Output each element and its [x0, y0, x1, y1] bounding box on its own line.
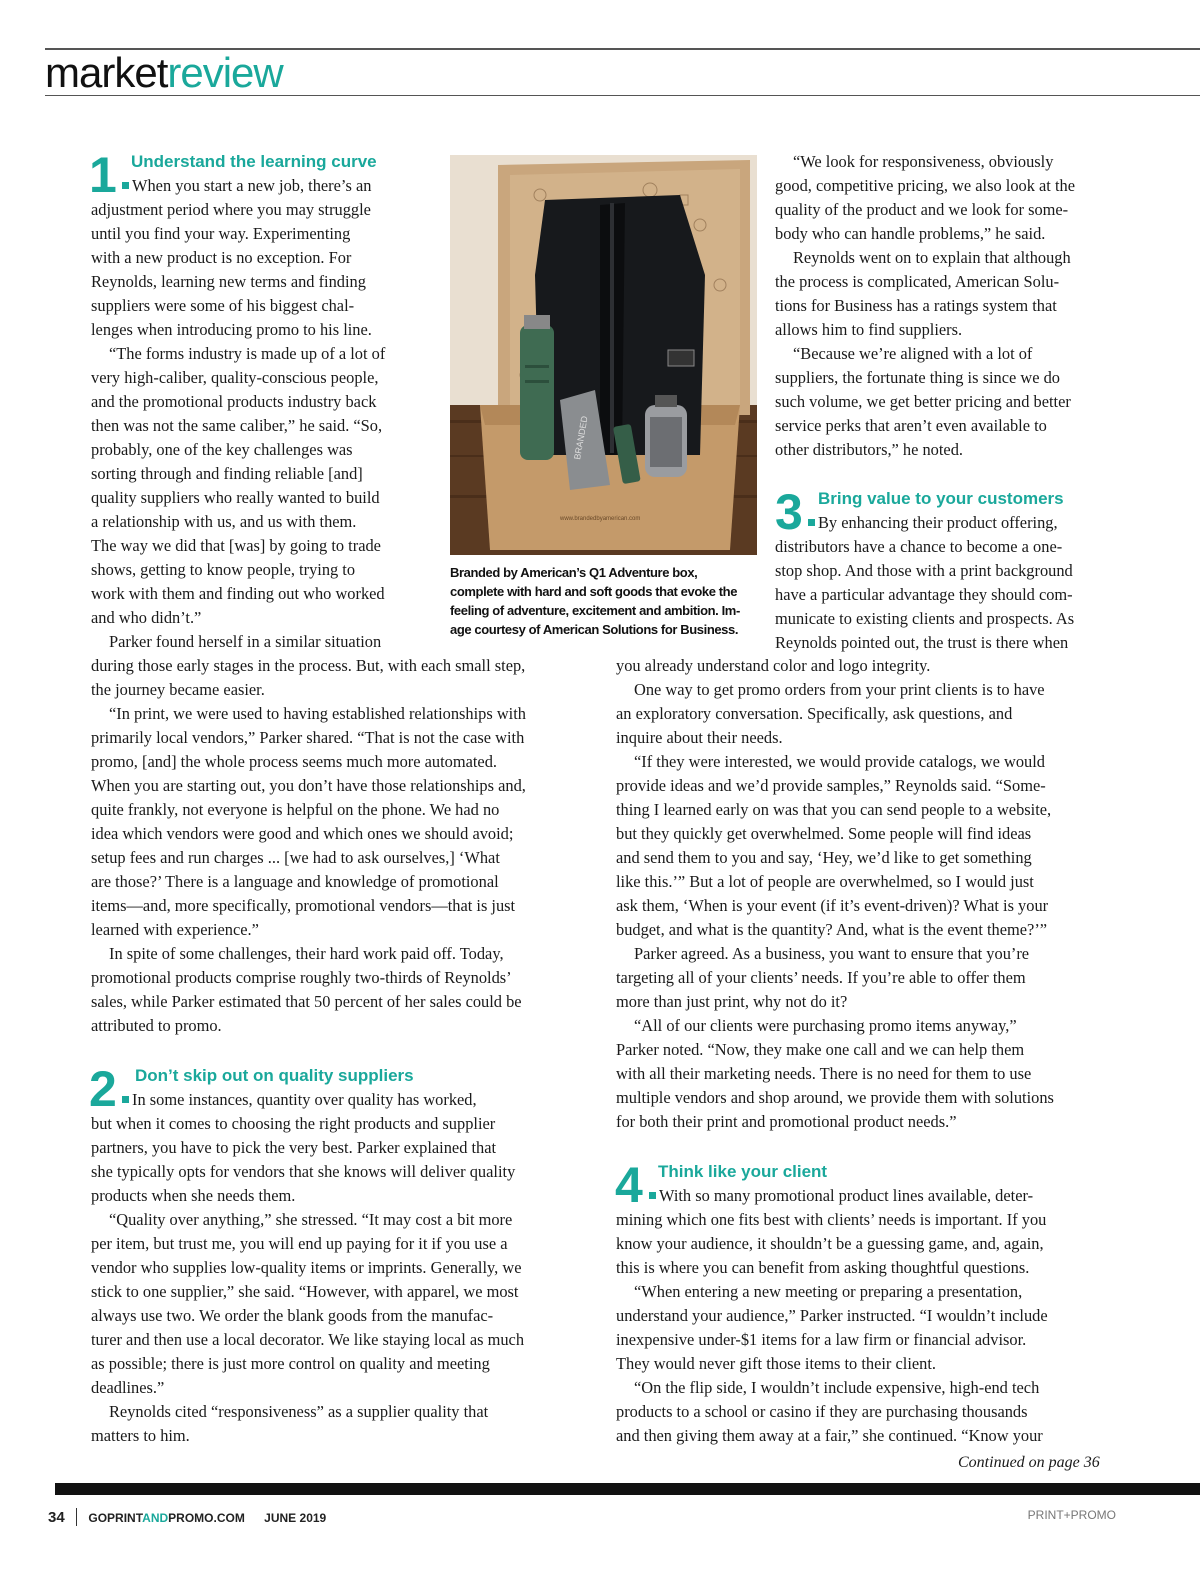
- text-line: In spite of some challenges, their hard work paid off. Today,: [109, 944, 504, 963]
- text-line: Parker agreed. As a business, you want to ensure that you’re: [634, 944, 1030, 963]
- text-line: ask them, ‘When is your event (if it’s event-driven)? What is your: [616, 896, 1049, 915]
- column-right-section-4: [616, 1184, 1126, 1448]
- text-line: as possible; there is just more control on quality and meeting: [91, 1354, 490, 1373]
- text-line: quality suppliers who really wanted to build: [91, 488, 380, 507]
- text-line: “We look for responsiveness, obviously: [793, 152, 1054, 171]
- text-line: stop shop. And those with a print background: [775, 561, 1073, 580]
- text-line: and who didn’t.”: [91, 608, 202, 627]
- text-line: always use two. We order the blank goods from the manufac-: [91, 1306, 494, 1325]
- text-line: lenges when introducing promo to his line.: [91, 320, 372, 339]
- text-line: a relationship with us, and us with them.: [91, 512, 357, 531]
- text-line: but when it comes to choosing the right products and supplier: [91, 1114, 496, 1133]
- section-4-dot: [649, 1192, 656, 1199]
- text-line: know your audience, it shouldn’t be a guessing game, and, again,: [616, 1234, 1044, 1253]
- text-line: with a new product is no exception. For: [91, 248, 352, 267]
- masthead-rule: [45, 95, 1200, 96]
- text-line: The way we did that [was] by going to trade: [91, 536, 381, 555]
- caption-line: complete with hard and soft goods that evoke the: [450, 584, 738, 599]
- site-part-accent: AND: [142, 1511, 169, 1525]
- section-1-title: Understand the learning curve: [131, 152, 377, 171]
- caption-line: age courtesy of American Solutions for Business.: [450, 622, 739, 637]
- text-line: inexpensive under-$1 items for a law firm or financial advisor.: [616, 1330, 1027, 1349]
- text-line: “The forms industry is made up of a lot of: [109, 344, 386, 363]
- text-line: “All of our clients were purchasing promo items anyway,”: [634, 1016, 1017, 1035]
- footer-site: [88, 1511, 244, 1525]
- text-line: and send them to you and say, ‘Hey, we’d like to get something: [616, 848, 1032, 867]
- text-line: They would never gift those items to their client.: [616, 1354, 936, 1373]
- text-line: you already understand color and logo integrity.: [616, 656, 931, 675]
- text-line: Reynolds cited “responsiveness” as a supplier quality that: [109, 1402, 489, 1421]
- section-1-dot: [122, 182, 129, 189]
- text-line: When you start a new job, there’s an: [132, 176, 372, 195]
- text-line: In some instances, quantity over quality has worked,: [132, 1090, 477, 1109]
- text-line: suppliers, the fortunate thing is since we do: [775, 368, 1060, 387]
- text-line: Parker found herself in a similar situation: [109, 632, 382, 651]
- text-line: for both their print and promotional product needs.”: [616, 1112, 957, 1131]
- section-3-number: 3: [775, 484, 803, 540]
- text-line: targeting all of your clients’ needs. If you’re able to offer them: [616, 968, 1026, 987]
- footer-date: JUNE 2019: [264, 1511, 327, 1525]
- text-line: Reynolds went on to explain that although: [793, 248, 1071, 267]
- text-line: the journey became easier.: [91, 680, 265, 699]
- text-line: primarily local vendors,” Parker shared. “That is not the case with: [91, 728, 525, 747]
- text-line: deadlines.”: [91, 1378, 165, 1397]
- text-line: “On the flip side, I wouldn’t include expensive, high-end tech: [634, 1378, 1040, 1397]
- text-line: with all their marketing needs. There is no need for them to use: [616, 1064, 1032, 1083]
- section-2-dot: [122, 1096, 129, 1103]
- column-right-bottom: [616, 654, 1126, 1134]
- section-4-title: Think like your client: [658, 1162, 828, 1181]
- text-line: this is where you can benefit from asking thoughtful questions.: [616, 1258, 1030, 1277]
- text-line: during those early stages in the process. But, with each small step,: [91, 656, 526, 675]
- text-line: municate to existing clients and prospects. As: [775, 609, 1075, 628]
- text-line: sales, while Parker estimated that 50 percent of her sales could be: [91, 992, 522, 1011]
- text-line: are those?’ There is a language and knowledge of promotional: [91, 872, 499, 891]
- text-line: One way to get promo orders from your print clients is to have: [634, 680, 1045, 699]
- text-line: an exploratory conversation. Specifically, ask questions, and: [616, 704, 1013, 723]
- section-1-number: 1: [89, 147, 117, 203]
- text-line: distributors have a chance to become a one-: [775, 537, 1063, 556]
- text-line: learned with experience.”: [91, 920, 259, 939]
- text-line: tions for Business has a ratings system that: [775, 296, 1057, 315]
- text-line: quality of the product and we look for some-: [775, 200, 1069, 219]
- caption-line: feeling of adventure, excitement and ambition. Im-: [450, 603, 740, 618]
- text-line: other distributors,” he noted.: [775, 440, 963, 459]
- text-line: she typically opts for vendors that she knows will deliver quality: [91, 1162, 516, 1181]
- text-line: until you find your way. Experimenting: [91, 224, 351, 243]
- text-line: provide ideas and we’d provide samples,” Reynolds said. “Some-: [616, 776, 1046, 795]
- photo-caption: [450, 563, 760, 639]
- text-line: stick to one supplier,” she said. “However, with apparel, we most: [91, 1282, 519, 1301]
- text-line: setup fees and run charges ... [we had to ask ourselves,] ‘What: [91, 848, 500, 867]
- section-4-number: 4: [615, 1157, 643, 1213]
- section-2-number: 2: [89, 1061, 117, 1117]
- section-2-title: Don’t skip out on quality suppliers: [135, 1066, 414, 1085]
- text-line: such volume, we get better pricing and better: [775, 392, 1071, 411]
- text-line: very high-caliber, quality-conscious people,: [91, 368, 379, 387]
- section-3-dot: [808, 519, 815, 526]
- text-line: the process is complicated, American Solu-: [775, 272, 1060, 291]
- site-part: GOPRINT: [88, 1511, 143, 1525]
- text-line: products to a school or casino if they are purchasing thousands: [616, 1402, 1028, 1421]
- column-right-section-3: [775, 511, 1120, 655]
- text-line: then was not the same caliber,” he said. “So,: [91, 416, 383, 435]
- svg-text:www.brandedbyamerican.com: www.brandedbyamerican.com: [560, 516, 641, 522]
- footer-publication: PRINT+PROMO: [1027, 1508, 1116, 1522]
- text-line: promo, [and] the whole process seems much more automated.: [91, 752, 498, 771]
- column-right-top: [775, 150, 1120, 462]
- text-line: probably, one of the key challenges was: [91, 440, 353, 459]
- text-line: good, competitive pricing, we also look at the: [775, 176, 1075, 195]
- text-line: “If they were interested, we would provide catalogs, we would: [634, 752, 1045, 771]
- text-line: turer and then use a local decorator. We like staying local as much: [91, 1330, 525, 1349]
- text-line: work with them and finding out who worked: [91, 584, 385, 603]
- text-line: allows him to find suppliers.: [775, 320, 963, 339]
- continued-note: Continued on page 36: [958, 1454, 1100, 1471]
- text-line: “Because we’re aligned with a lot of: [793, 344, 1033, 363]
- text-line: products when she needs them.: [91, 1186, 296, 1205]
- page-number: 34: [48, 1509, 65, 1526]
- text-line: attributed to promo.: [91, 1016, 222, 1035]
- text-line: sorting through and finding reliable [and]: [91, 464, 363, 483]
- caption-line: Branded by American’s Q1 Adventure box,: [450, 565, 698, 580]
- text-line: promotional products comprise roughly two-thirds of Reynolds’: [91, 968, 512, 987]
- text-line: shows, getting to know people, trying to: [91, 560, 356, 579]
- text-line: With so many promotional product lines available, deter-: [659, 1186, 1034, 1205]
- text-line: Reynolds pointed out, the trust is there when: [775, 633, 1069, 652]
- text-line: When you are starting out, you don’t have those relationships and,: [91, 776, 526, 795]
- text-line: By enhancing their product offering,: [818, 513, 1058, 532]
- text-line: and then giving them away at a fair,” she continued. “Know your: [616, 1426, 1043, 1445]
- footer: [48, 1508, 1128, 1530]
- site-part: PROMO.COM: [168, 1511, 245, 1525]
- text-line: matters to him.: [91, 1426, 190, 1445]
- footer-divider: [76, 1508, 77, 1526]
- product-photo: [450, 155, 757, 555]
- text-line: budget, and what is the quantity? And, what is the event theme?’”: [616, 920, 1048, 939]
- text-line: inquire about their needs.: [616, 728, 783, 747]
- text-line: partners, you have to pick the very best. Parker explained that: [91, 1138, 497, 1157]
- text-line: “In print, we were used to having established relationships with: [109, 704, 526, 723]
- text-line: idea which vendors were good and which ones we should avoid;: [91, 824, 514, 843]
- text-line: Reynolds, learning new terms and finding: [91, 272, 366, 291]
- text-line: quite frankly, not everyone is helpful on the phone. We had no: [91, 800, 500, 819]
- masthead: [45, 50, 283, 96]
- text-line: thing I learned early on was that you can send people to a website,: [616, 800, 1052, 819]
- text-line: vendor who supplies low-quality items or imprints. Generally, we: [91, 1258, 522, 1277]
- text-line: service perks that aren’t even available to: [775, 416, 1047, 435]
- footer-bar: [55, 1483, 1200, 1495]
- text-line: more than just print, why not do it?: [616, 992, 848, 1011]
- text-line: items—and, more specifically, promotional vendors—that is just: [91, 896, 516, 915]
- svg-text:BRANDED: BRANDED: [572, 415, 590, 461]
- text-line: understand your audience,” Parker instructed. “I wouldn’t include: [616, 1306, 1048, 1325]
- text-line: body who can handle problems,” he said.: [775, 224, 1046, 243]
- column-left-bottom: [91, 654, 601, 1038]
- masthead-market: market: [45, 49, 168, 96]
- text-line: suppliers were some of his biggest chal-: [91, 296, 355, 315]
- text-line: per item, but trust me, you will end up paying for it if you use a: [91, 1234, 508, 1253]
- text-line: multiple vendors and shop around, we provide them with solutions: [616, 1088, 1054, 1107]
- text-line: “When entering a new meeting or preparing a presentation,: [634, 1282, 1023, 1301]
- column-left-top: [91, 174, 436, 654]
- text-line: “Quality over anything,” she stressed. “It may cost a bit more: [109, 1210, 513, 1229]
- text-line: but they quickly get overwhelmed. Some people will find ideas: [616, 824, 1032, 843]
- adventure-box-image: [450, 155, 757, 555]
- text-line: have a particular advantage they should com-: [775, 585, 1073, 604]
- masthead-review: review: [167, 49, 283, 96]
- text-line: like this.’” But a lot of people are overwhelmed, so I would just: [616, 872, 1034, 891]
- section-3-title: Bring value to your customers: [818, 489, 1064, 508]
- text-line: mining which one fits best with clients’ needs is important. If you: [616, 1210, 1047, 1229]
- text-line: and the promotional products industry back: [91, 392, 377, 411]
- text-line: Parker noted. “Now, they make one call and we can help them: [616, 1040, 1025, 1059]
- text-line: adjustment period where you may struggle: [91, 200, 371, 219]
- column-left-section-2: [91, 1088, 601, 1448]
